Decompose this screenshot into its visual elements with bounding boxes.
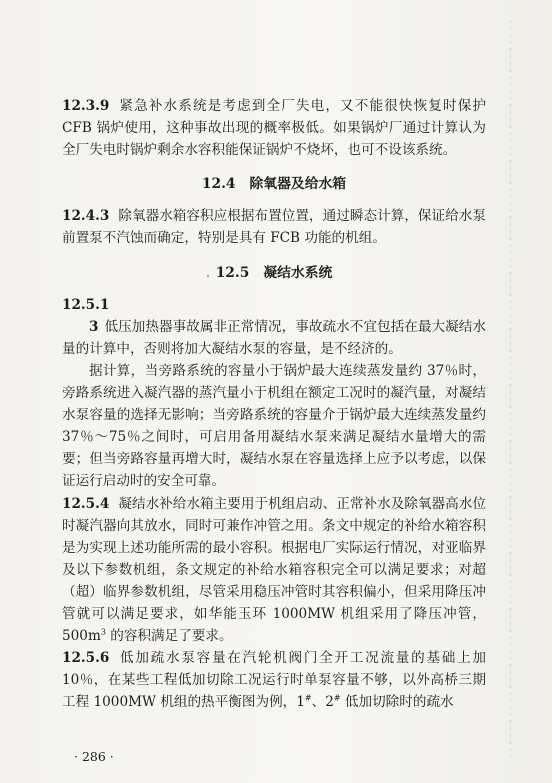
clause-text-end: 低加切除时的疏水	[340, 694, 454, 711]
clause-number: 12.5.6	[62, 650, 110, 667]
clause-number: 12.5.1	[62, 296, 110, 313]
document-body	[62, 95, 486, 713]
page-number: · 286 ·	[74, 749, 114, 764]
superscript: #	[304, 693, 312, 703]
clause-number: 12.5.4	[62, 495, 110, 512]
clause-number: 12.3.9	[62, 98, 110, 114]
paragraph-12-5-1-item-3	[62, 316, 486, 360]
section-heading-12-4	[62, 173, 486, 195]
clause-text: 除氧器水箱容积应根据布置位置，通过瞬态计算，保证给水泵前置泵不汽蚀而确定，特别是具有 FCB 功能的机组。	[62, 208, 486, 247]
clause-text: 紧急补水系统是考虑到全厂失电，又不能很快恢复时保护 CFB 锅炉使用，这种事故出现的概率极低。如果锅炉厂通过计算认为全厂失电时锅炉剩余水容积能保证锅炉不烧坏，也可不设该系统。	[62, 98, 486, 159]
paragraph-12-5-1-explanation	[62, 360, 486, 493]
page-edge-line	[510, 20, 511, 760]
item-number: 3	[89, 318, 99, 335]
explanation-text: 据计算，当旁路系统的容量小于锅炉最大连续蒸发量约 37％时，旁路系统进入凝汽器的蒸汽量小于机组在额定工况时的凝汽量，对凝结水泵容量的选择无影响；当旁路系统的容量介于锅炉最大连续蒸发量约 37％～75％之间时，可启用备用凝结水泵来满足凝结水量增大的需要；但当旁路容量再增大时，凝结水泵在容量选择上应予以考虑，以保证运行启动时的安全可靠。	[62, 362, 486, 490]
item-text: 低压加热器事故属非正常情况，事故疏水不宜包括在最大凝结水量的计算中，否则将加大凝结水泵的容量，是不经济的。	[62, 318, 486, 357]
clause-number: 12.4.3	[62, 208, 110, 225]
paragraph-12-5-4	[62, 493, 486, 648]
clause-text: 低加疏水泵容量在汽轮机阀门全开工况流量的基础上加 10％，在某些工程低加切除工况运行时单泵容量不够，以外高桥三期工程 1000MW 机组的热平衡图为例，1	[62, 650, 486, 711]
paragraph-12-4-3	[62, 205, 486, 249]
clause-text: 凝结水补给水箱主要用于机组启动、正常补水及除氧器高水位时凝汽器向其放水，同时可兼作冲管之用。条文中规定的补给水箱容积是为实现上述功能所需的最小容积。根据电厂实际运行情况，对亚临界及以下参数机组，条文规定的补给水箱容积完全可以满足要求；对超（超）临界参数机组，尽管采用稳压冲管时其容积偏小，但采用降压冲管就可以满足要求，如华能玉环 1000MW 机组采用了降压冲管，500m	[62, 495, 486, 645]
section-title: 除氧器及给水箱	[249, 176, 347, 193]
paragraph-12-5-6	[62, 647, 486, 713]
superscript: 3	[100, 627, 106, 637]
paragraph-12-3-9	[62, 95, 486, 161]
section-number: 12.4	[201, 176, 236, 193]
clause-text-mid: 、2	[311, 694, 334, 711]
section-number: 12.5	[215, 264, 250, 281]
clause-text-end: 的容积满足了要求。	[105, 628, 233, 645]
superscript: #	[333, 693, 341, 703]
section-heading-12-5	[62, 262, 486, 284]
clause-12-5-1-number	[62, 294, 486, 316]
section-title: 凝结水系统	[263, 264, 333, 281]
